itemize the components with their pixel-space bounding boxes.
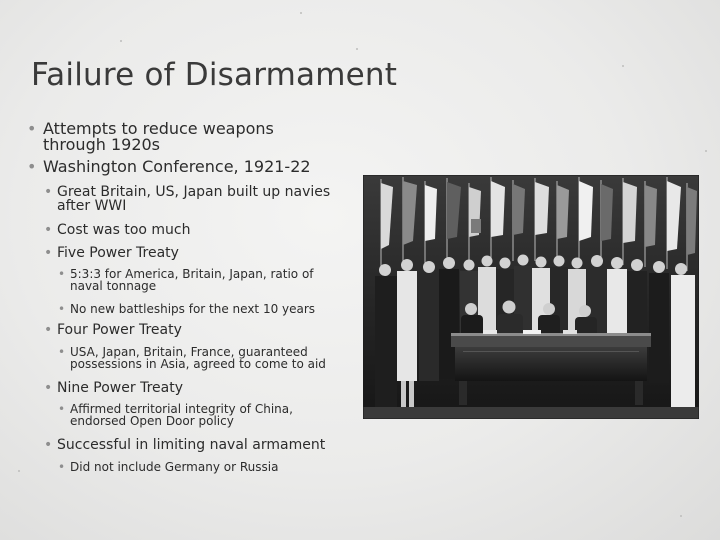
- bullet-text: USA, Japan, Britain, France, guaranteed possessions in Asia, agreed to come to aid: [70, 345, 326, 372]
- bullet-dot-icon: •: [44, 184, 53, 200]
- bullet-text: 5:3:3 for America, Britain, Japan, ratio of naval tonnage: [70, 267, 314, 294]
- bullet-dot-icon: •: [58, 267, 66, 281]
- bullet-text: Great Britain, US, Japan built up navies after WWI: [57, 184, 331, 215]
- background-speck: [622, 65, 624, 67]
- bullet-item: [44, 245, 337, 261]
- slide-title: Failure of Disarmament: [31, 57, 398, 93]
- bullet-item: [58, 302, 355, 316]
- bullet-dot-icon: •: [44, 380, 53, 396]
- bullet-text: Washington Conference, 1921-22: [43, 157, 311, 176]
- bullet-dot-icon: •: [58, 460, 66, 474]
- bullet-text: No new battleships for the next 10 years: [70, 302, 316, 316]
- bullet-text: Nine Power Treaty: [57, 380, 183, 396]
- bullet-text: Five Power Treaty: [57, 245, 179, 261]
- bullet-item: [44, 184, 349, 215]
- bullet-dot-icon: •: [44, 437, 53, 453]
- bullet-text: Cost was too much: [57, 222, 191, 238]
- bullet-item: [58, 267, 350, 294]
- bullet-item: [44, 222, 337, 238]
- background-speck: [680, 515, 682, 517]
- bullet-text: Successful in limiting naval armament: [57, 437, 326, 453]
- conference-photo: [363, 175, 699, 419]
- bullet-item: [27, 157, 343, 176]
- bullet-item: [27, 119, 303, 155]
- bullet-dot-icon: •: [58, 402, 66, 416]
- bullet-dot-icon: •: [27, 157, 37, 176]
- bullet-item: [58, 402, 340, 429]
- bullet-dot-icon: •: [44, 245, 53, 261]
- bullet-dot-icon: •: [58, 345, 66, 359]
- bullet-dot-icon: •: [27, 119, 37, 138]
- bullet-item: [58, 345, 355, 372]
- background-speck: [705, 150, 707, 152]
- bullet-text: Affirmed territorial integrity of China, endorsed Open Door policy: [70, 402, 293, 429]
- bullet-dot-icon: •: [58, 302, 66, 316]
- bullet-item: [44, 322, 337, 338]
- bullet-dot-icon: •: [44, 322, 53, 338]
- bullet-text: Four Power Treaty: [57, 322, 182, 338]
- bullet-dot-icon: •: [44, 222, 53, 238]
- bullet-item: [44, 437, 352, 453]
- bullet-item: [44, 380, 337, 396]
- bullet-item: [58, 460, 350, 474]
- bullet-text: Did not include Germany or Russia: [70, 460, 279, 474]
- bullet-text: Attempts to reduce weapons through 1920s: [43, 119, 274, 155]
